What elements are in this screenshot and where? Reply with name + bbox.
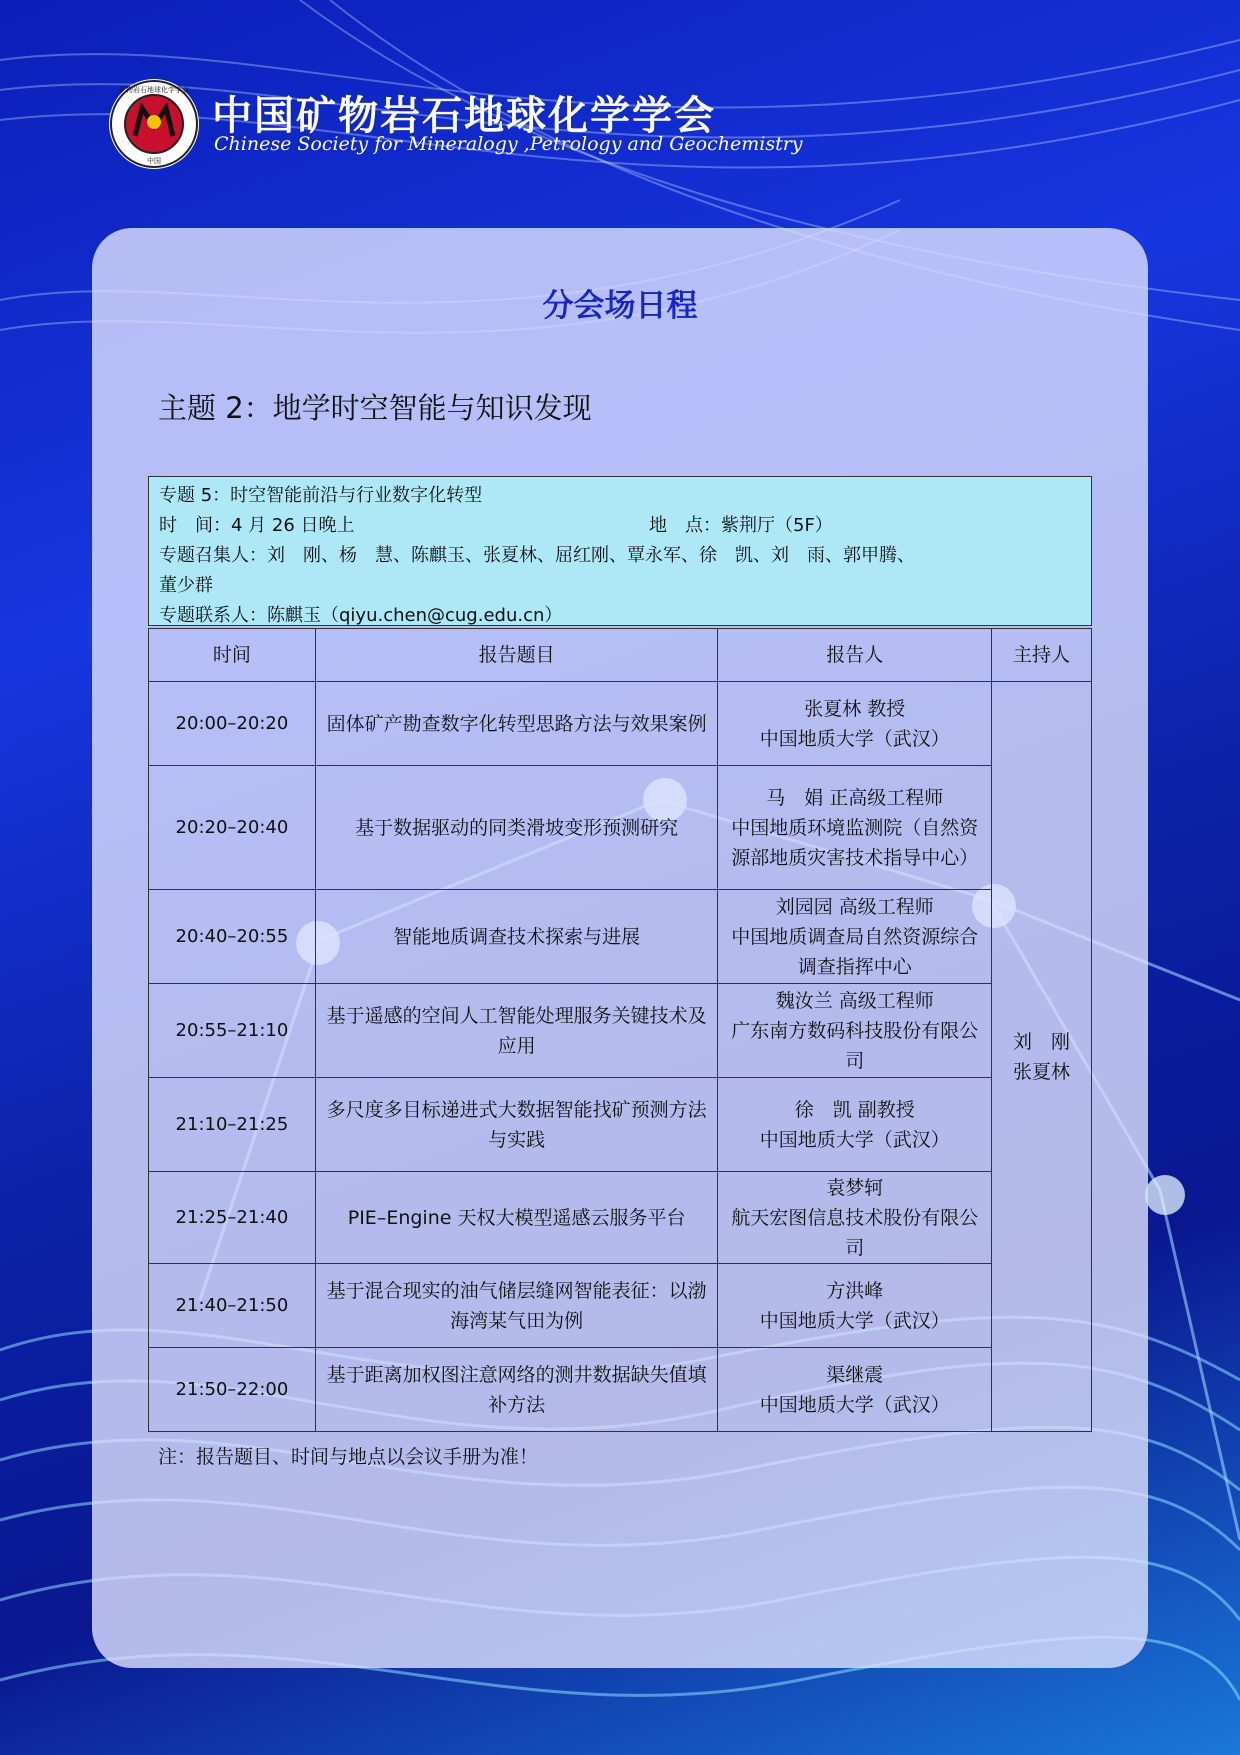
host-name: 刘 刚: [1013, 1030, 1071, 1053]
speaker-affiliation: 航天宏图信息技术股份有限公司: [731, 1206, 979, 1259]
speaker-affiliation: 中国地质大学（武汉）: [759, 1393, 950, 1416]
speaker-name: 魏汝兰 高级工程师: [775, 989, 934, 1012]
talk-speaker-cell: [718, 1348, 992, 1432]
schedule-panel: [92, 228, 1148, 1668]
talk-title: 基于混合现实的油气储层缝网智能表征：以渤海湾某气田为例: [315, 1264, 718, 1348]
speaker-affiliation: 中国地质大学（武汉）: [759, 1309, 950, 1332]
talk-time: 21:25–21:40: [149, 1172, 316, 1264]
table-row: [149, 1172, 1092, 1264]
talk-speaker-cell: [718, 766, 992, 890]
talk-speaker-cell: [718, 1172, 992, 1264]
session-location: 地 点：紫荆厅（5F）: [649, 515, 833, 536]
table-row: [149, 984, 1092, 1078]
speaker-affiliation: 中国地质大学（武汉）: [759, 1128, 950, 1151]
svg-text:中国: 中国: [147, 157, 161, 165]
speaker-name: 张夏林 教授: [804, 697, 906, 720]
column-header: 报告人: [718, 629, 992, 682]
table-row: [149, 890, 1092, 984]
org-name-en: Chinese Society for Mineralogy ,Petrology and Geochemistry: [214, 133, 803, 155]
speaker-name: 刘园园 高级工程师: [775, 895, 934, 918]
host-name: 张夏林: [1013, 1060, 1071, 1083]
session-time: 时 间：4 月 26 日晚上: [159, 515, 355, 536]
column-header: 时间: [149, 629, 316, 682]
page-title: 分会场日程: [542, 288, 698, 324]
speaker-name: 袁梦轲: [826, 1176, 884, 1199]
session-contact: 专题联系人：陈麒玉（qiyu.chen@cug.edu.cn）: [159, 605, 563, 626]
speaker-affiliation: 广东南方数码科技股份有限公司: [731, 1019, 979, 1072]
talk-speaker-cell: [718, 1078, 992, 1172]
talk-title: 基于数据驱动的同类滑坡变形预测研究: [315, 766, 718, 890]
speaker-name: 徐 凯 副教授: [794, 1098, 915, 1121]
speaker-affiliation: 中国地质调查局自然资源综合调查指挥中心: [731, 925, 979, 978]
talk-speaker-cell: [718, 1264, 992, 1348]
speaker-name: 渠继震: [826, 1363, 884, 1386]
talk-title: 固体矿产勘查数字化转型思路方法与效果案例: [315, 682, 718, 766]
talk-title: 多尺度多目标递进式大数据智能找矿预测方法与实践: [315, 1078, 718, 1172]
speaker-affiliation: 中国地质大学（武汉）: [759, 727, 950, 750]
talk-time: 20:00–20:20: [149, 682, 316, 766]
speaker-affiliation: 中国地质环境监测院（自然资源部地质灾害技术指导中心）: [731, 816, 979, 869]
session-special: 专题 5：时空智能前沿与行业数字化转型: [159, 485, 483, 506]
speaker-name: 马 娟 正高级工程师: [766, 786, 944, 809]
talk-time: 21:50–22:00: [149, 1348, 316, 1432]
table-row: [149, 682, 1092, 766]
talk-time: 20:55–21:10: [149, 984, 316, 1078]
footnote: 注：报告题目、时间与地点以会议手册为准！: [158, 1446, 539, 1468]
host-cell: [992, 682, 1092, 1432]
table-row: [149, 1348, 1092, 1432]
talk-time: 20:20–20:40: [149, 766, 316, 890]
talk-speaker-cell: [718, 682, 992, 766]
talk-time: 21:10–21:25: [149, 1078, 316, 1172]
column-header: 主持人: [992, 629, 1092, 682]
session-conveners-cont: 董少群: [159, 575, 213, 596]
talk-time: 21:40–21:50: [149, 1264, 316, 1348]
society-logo: [108, 78, 200, 170]
talk-speaker-cell: [718, 984, 992, 1078]
table-header-row: [149, 629, 1092, 682]
speaker-name: 方洪峰: [826, 1279, 884, 1302]
header: [108, 78, 828, 170]
talk-title: PIE–Engine 天权大模型遥感云服务平台: [315, 1172, 718, 1264]
talk-time: 20:40–20:55: [149, 890, 316, 984]
topic-heading: 主题 2：地学时空智能与知识发现: [158, 391, 592, 425]
talk-speaker-cell: [718, 890, 992, 984]
talk-title: 基于距离加权图注意网络的测井数据缺失值填补方法: [315, 1348, 718, 1432]
table-row: [149, 1264, 1092, 1348]
svg-text:矿物岩石地球化学学会: 矿物岩石地球化学学会: [119, 86, 189, 94]
session-info: [148, 476, 1092, 626]
session-conveners: 专题召集人：刘 刚、杨 慧、陈麒玉、张夏林、屈红刚、覃永军、徐 凯、刘 雨、郭甲腾、: [159, 545, 915, 566]
table-row: [149, 766, 1092, 890]
table-row: [149, 1078, 1092, 1172]
schedule-table: [148, 628, 1092, 1432]
talk-title: 基于遥感的空间人工智能处理服务关键技术及应用: [315, 984, 718, 1078]
org-name-cn: 中国矿物岩石地球化学学会: [212, 93, 716, 139]
talk-title: 智能地质调查技术探索与进展: [315, 890, 718, 984]
column-header: 报告题目: [315, 629, 718, 682]
